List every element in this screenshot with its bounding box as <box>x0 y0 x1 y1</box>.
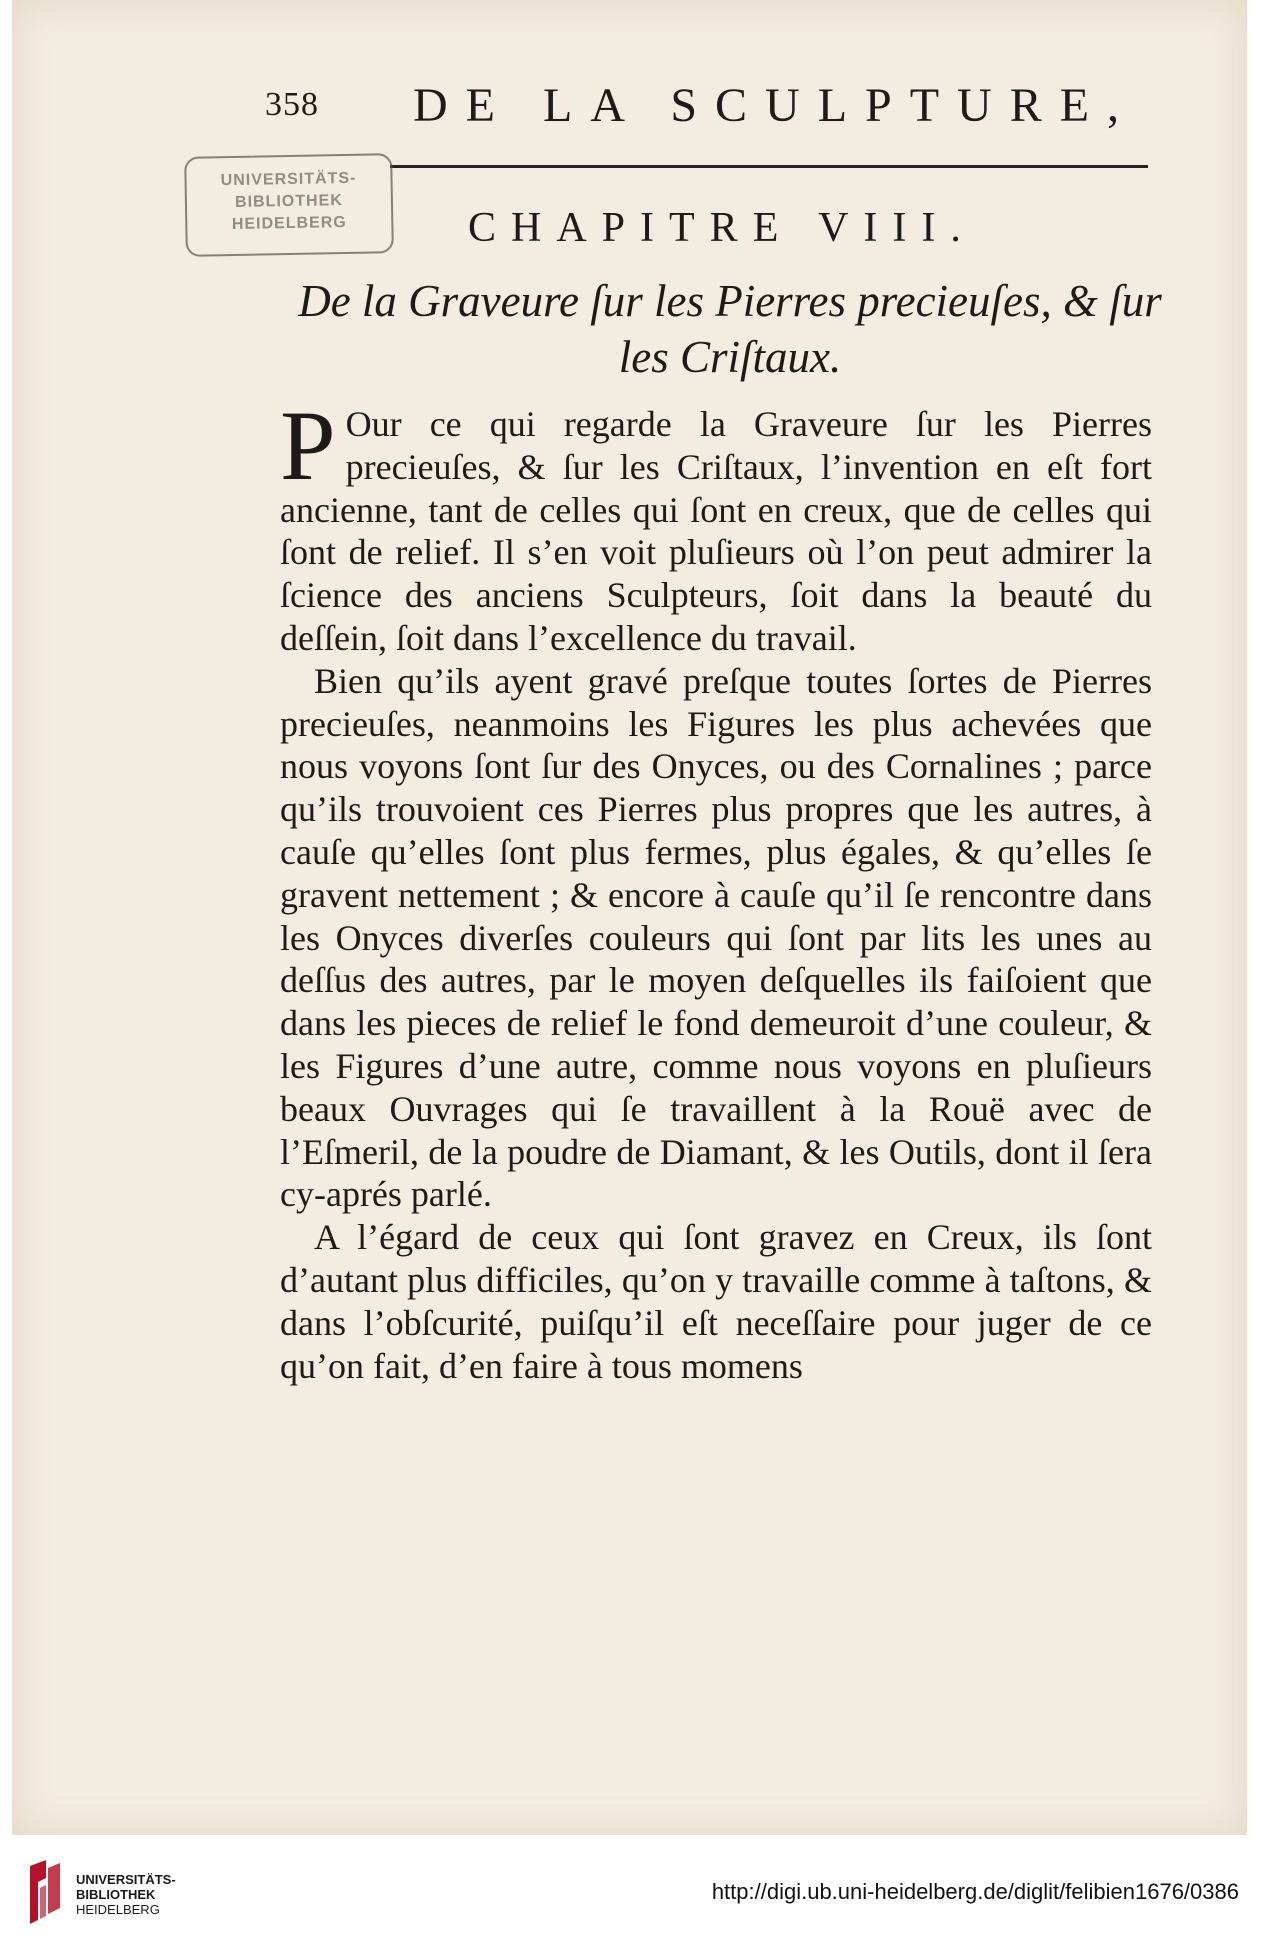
library-logo-icon <box>24 1858 66 1928</box>
source-url[interactable]: http://digi.ub.uni-heidelberg.de/diglit/felibien1676/0386 <box>711 1879 1239 1904</box>
chapter-subtitle-line-2: les Criſtaux. <box>618 332 842 382</box>
chapter-subtitle <box>280 273 1180 385</box>
paragraph-1 <box>280 390 1152 660</box>
stamp-line-3: HEIDELBERG <box>231 213 347 233</box>
chapter-heading: CHAPITRE VIII. <box>468 205 976 251</box>
running-title: DE LA SCULPTURE, <box>413 79 1138 132</box>
library-name-line-2: BIBLIOTHEK <box>76 1887 156 1902</box>
stamp-line-2: BIBLIOTHEK <box>234 192 343 211</box>
chapter-subtitle-line-1: De la Graveure ſur les Pierres precieuſes, & ſur <box>298 276 1162 326</box>
paragraph-1-text: Our ce qui regarde la Graveure ſur les Pierres precieuſes, & ſur les Criſtaux, l’invention en eſt fort ancienne, tant de celles qui ſont en creux, que de celles qui ſont de relief. Il s’en voit pluſieurs où l’on peut admirer la ſcience des anciens Sculpteurs, ſoit dans la beauté du deſſein, ſoit dans l’excellence du travail. <box>280 404 1152 658</box>
page-number: 358 <box>265 86 319 123</box>
body-text <box>280 390 1152 1387</box>
running-head <box>265 78 1165 138</box>
stamp-line-1: UNIVERSITÄTS- <box>220 169 357 190</box>
drop-cap: P <box>280 390 336 501</box>
paragraph-3: A l’égard de ceux qui ſont gravez en Creux, ils ſont d’autant plus difficiles, qu’on y travaille comme à taſtons, & dans l’obſcurité, puiſqu’il eſt neceſſaire pour juger de ce qu’on fait, d’en faire à tous momens <box>280 1217 1152 1386</box>
paragraph-2: Bien qu’ils ayent gravé preſque toutes ſortes de Pierres precieuſes, neanmoins les Figures les plus achevées que nous voyons ſont ſur des Onyces, ou des Cornalines ; parce qu’ils trouvoient ces Pierres plus propres que les autres, à cauſe qu’elles ſont plus fermes, plus égales, & qu’elles ſe gravent nettement ; & encore à cauſe qu’il ſe rencontre dans les Onyces diverſes couleurs qui ſont par lits les unes au deſſus des autres, par le moyen deſquelles ils faiſoient que dans les pieces de relief le fond demeuroit d’une couleur, & les Figures d’une autre, comme nous voyons en pluſieurs beaux Ouvrages qui ſe travaillent à la Rouë avec de l’Eſmeril, de la poudre de Diamant, & les Outils, dont il ſera cy-aprés parlé. <box>280 660 1152 1215</box>
library-name <box>76 1872 176 1917</box>
header-rule <box>390 165 1148 168</box>
library-stamp <box>184 153 394 257</box>
library-name-line-1: UNIVERSITÄTS- <box>76 1872 176 1887</box>
library-name-line-3: HEIDELBERG <box>76 1902 160 1917</box>
